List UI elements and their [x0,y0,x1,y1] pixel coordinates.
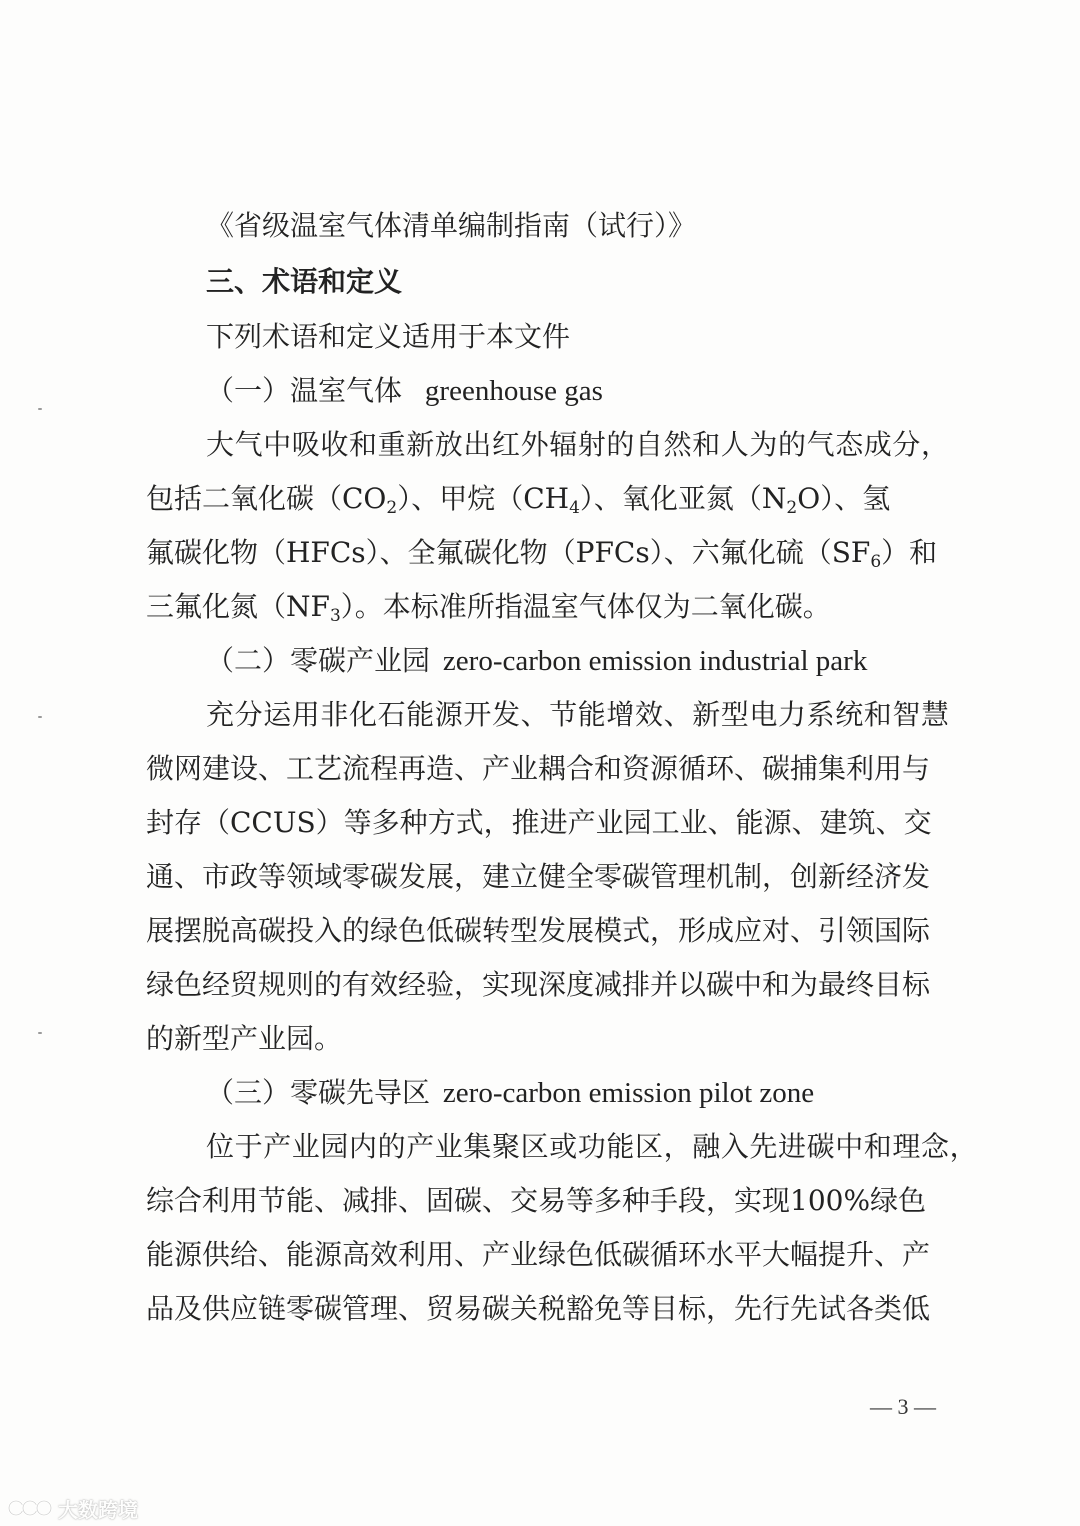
text-line: 《省级温室气体清单编制指南（试行）》 [206,209,697,242]
watermark [8,1492,138,1524]
text-line: 品及供应链零碳管理、贸易碳关税豁免等目标，先行先试各类低 [146,1292,931,1325]
text-fragment: O）、氢 [797,482,891,515]
scan-speck [38,408,42,410]
watermark-text: 大数跨境 [58,1497,138,1522]
subscript: 2 [786,498,798,518]
text-line [146,533,937,573]
definition-heading-cn: （二）零碳产业园 [206,644,431,677]
definition-heading-en: greenhouse gas [424,375,603,407]
text-fragment: ）、甲烷（CH [397,482,570,515]
subscript: 2 [386,498,398,518]
definition-heading [206,371,603,411]
definition-heading [206,641,867,681]
text-fragment: ）和 [881,536,938,569]
scan-speck [38,1032,42,1034]
text-line [146,479,890,519]
definition-heading-en: zero-carbon emission pilot zone [442,1077,815,1109]
text-fragment: 三氟化氮（NF [146,590,330,623]
text-line: 微网建设、工艺流程再造、产业耦合和资源循环、碳捕集利用与 [146,752,931,785]
definition-heading-cn: （一）温室气体 [206,374,403,407]
text-line [146,587,831,627]
text-line: 封存（CCUS）等多种方式，推进产业园工业、能源、建筑、交 [146,806,932,839]
page-number: — 3 — [870,1394,936,1419]
scan-speck [38,716,42,718]
text-line: 绿色经贸规则的有效经验，实现深度减排并以碳中和为最终目标 [146,968,931,1001]
definition-heading-en: zero-carbon emission industrial park [442,645,868,677]
text-line: 充分运用非化石能源开发、节能增效、新型电力系统和智慧 [206,698,950,731]
subscript: 3 [329,606,341,626]
text-line: 下列术语和定义适用于本文件 [206,320,571,353]
text-line: 的新型产业园。 [146,1022,343,1055]
text-fragment: ）、氧化亚氮（N [579,482,787,515]
subscript: 6 [870,552,882,572]
text-line: 位于产业园内的产业集聚区或功能区，融入先进碳中和理念， [206,1130,979,1163]
text-line: 能源供给、能源高效利用、产业绿色低碳循环水平大幅提升、产 [146,1238,931,1271]
text-line: 大气中吸收和重新放出红外辐射的自然和人为的气态成分， [206,428,950,461]
definition-heading [206,1073,814,1113]
text-line: 通、市政等领域零碳发展，建立健全零碳管理机制，创新经济发 [146,860,931,893]
definition-heading-cn: （三）零碳先导区 [206,1076,431,1109]
text-line: 展摆脱高碳投入的绿色低碳转型发展模式，形成应对、引领国际 [146,914,931,947]
text-fragment: 包括二氧化碳（CO [146,482,387,515]
section-heading: 三、术语和定义 [206,265,403,298]
text-line: 综合利用节能、减排、固碳、交易等多种手段，实现100%绿色 [146,1184,927,1217]
text-fragment: ）。本标准所指温室气体仅为二氧化碳。 [340,590,831,623]
text-fragment: 氟碳化物（HFCs）、全氟碳化物（PFCs）、六氟化硫（SF [146,536,871,569]
subscript: 4 [569,498,580,518]
watermark-logo-icon [8,1497,52,1519]
